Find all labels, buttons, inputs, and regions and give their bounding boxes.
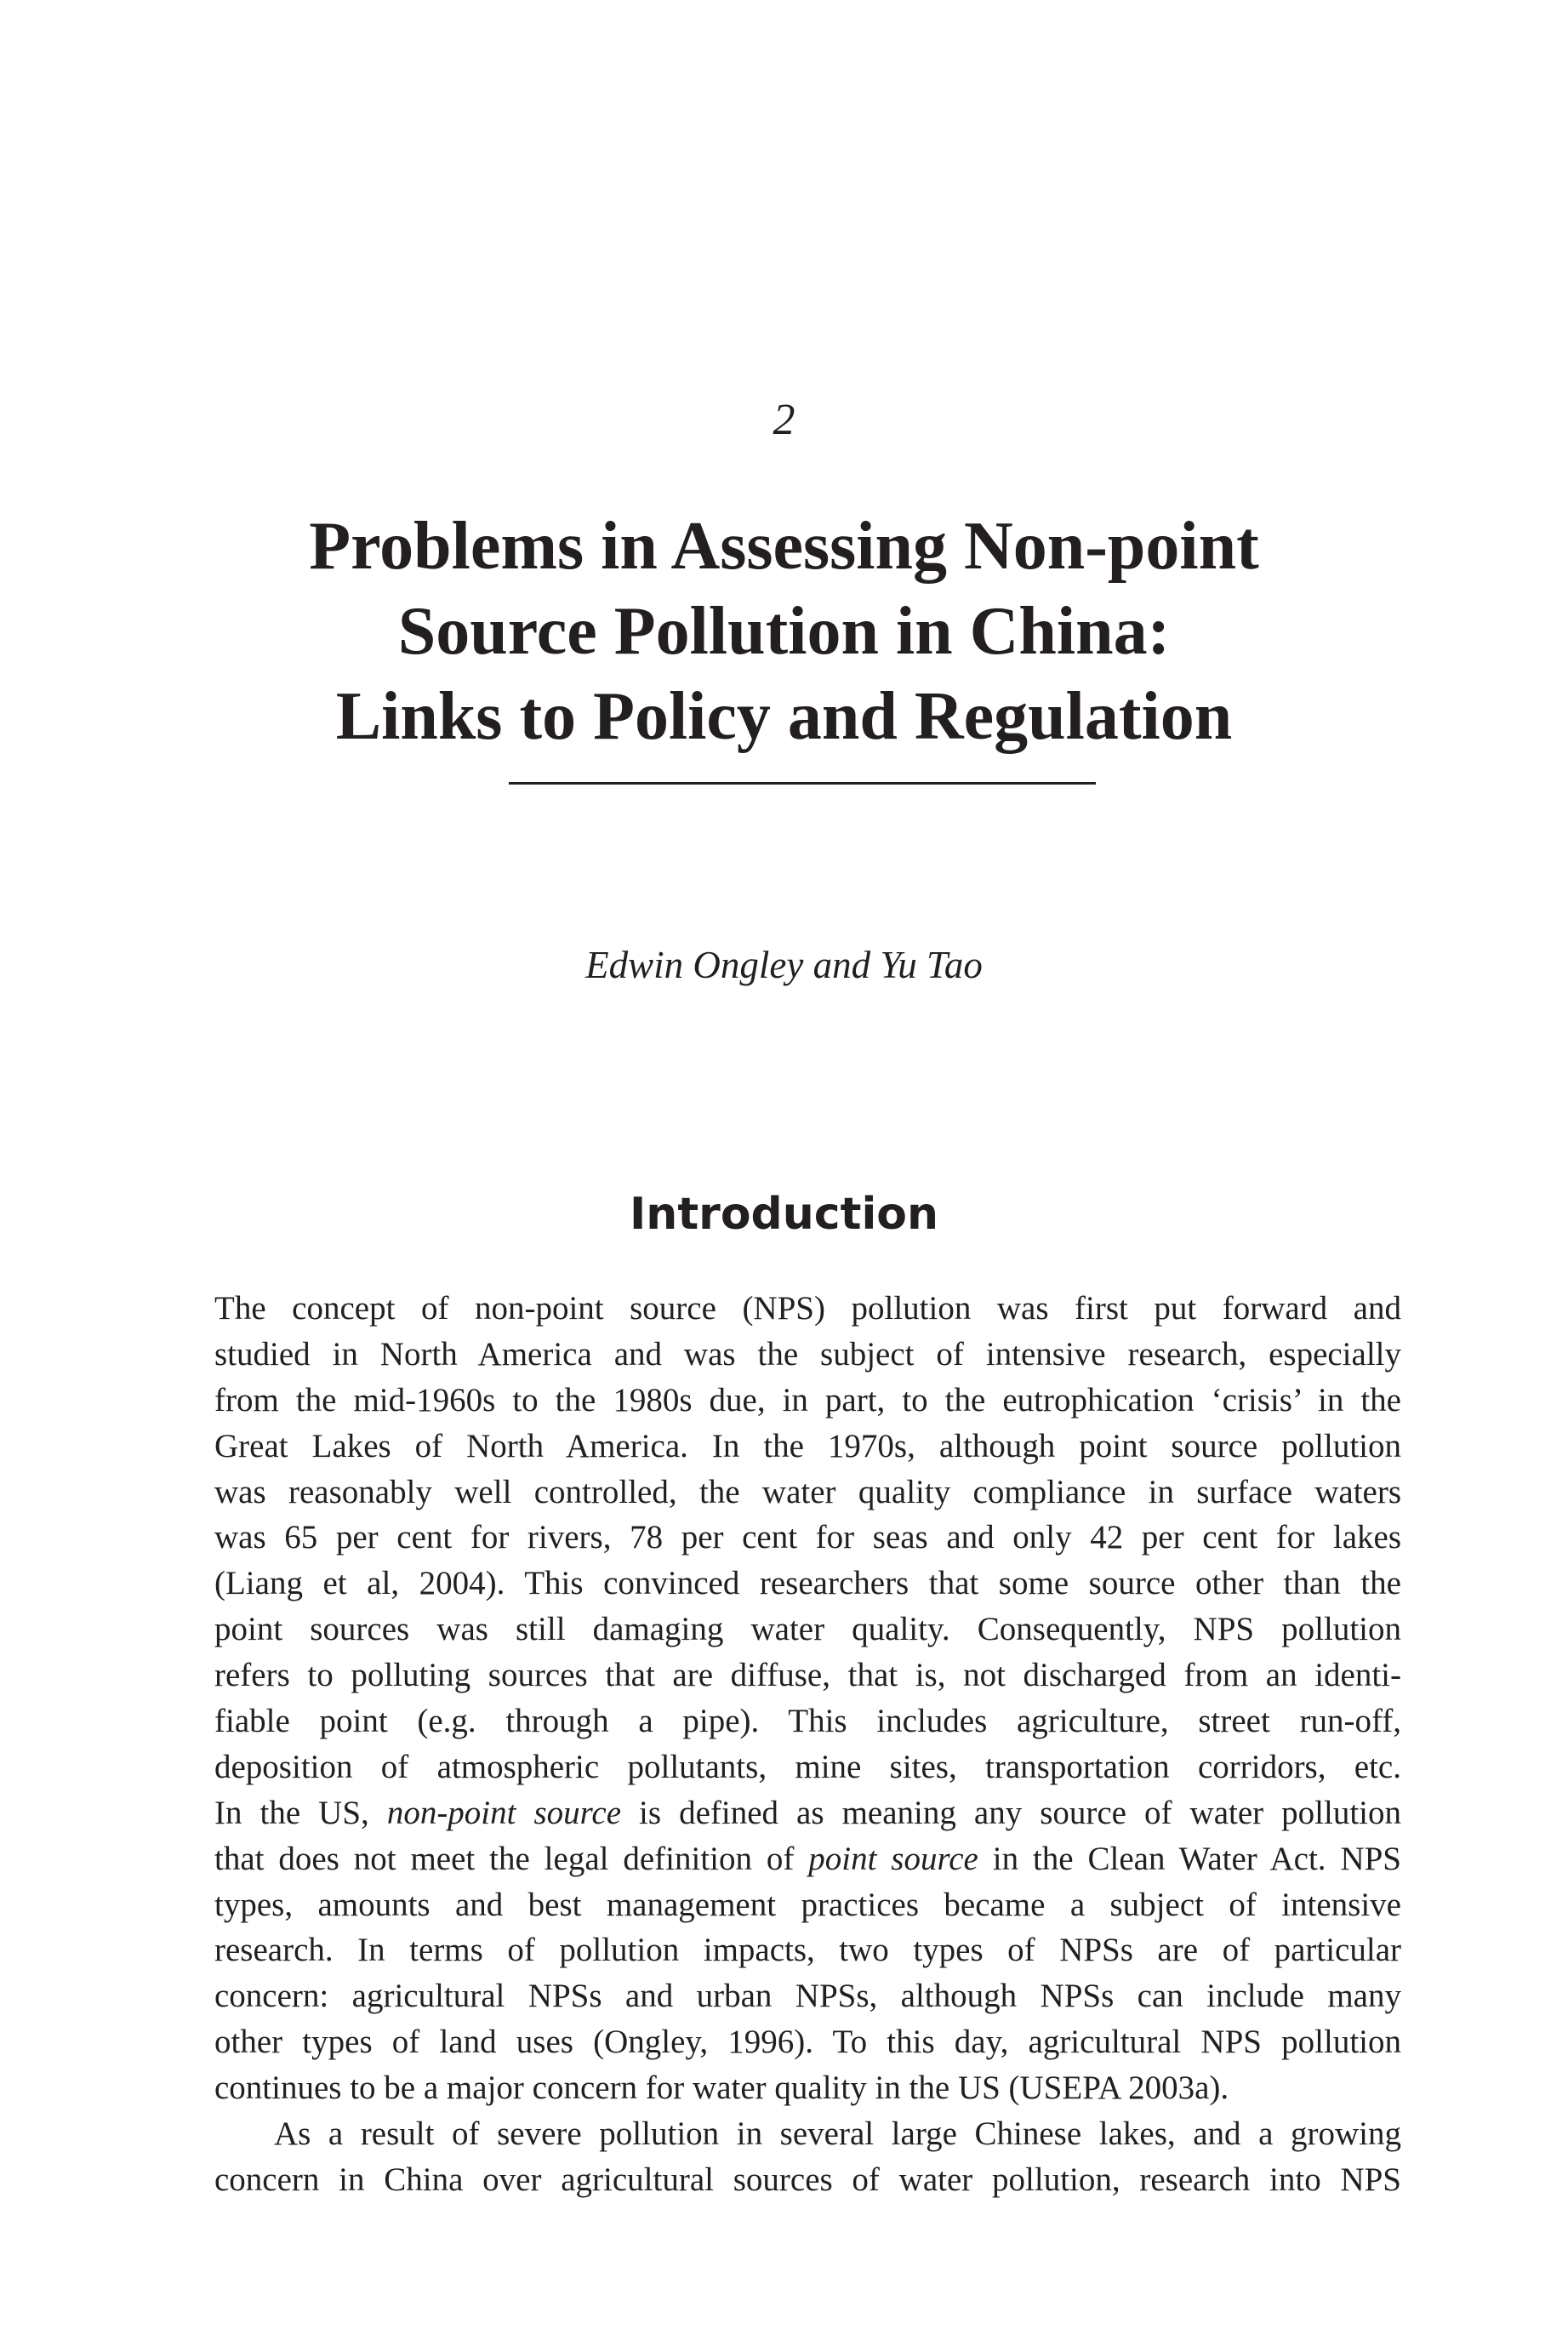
text-line: continues to be a major concern for water quality in the US (USEPA 2003a). xyxy=(214,2069,1229,2107)
chapter-title-line: Problems in Assessing Non-point xyxy=(309,509,1259,584)
title-divider xyxy=(509,782,1096,785)
text-run: that does not meet the legal definition of xyxy=(214,1840,809,1877)
chapter-number: 2 xyxy=(773,396,795,444)
text-line: fiable point (e.g. through a pipe). This includes agriculture, street run-off, xyxy=(214,1703,1401,1740)
text-line: other types of land uses (Ongley, 1996). To this day, agricultural NPS pollution xyxy=(214,2024,1401,2061)
text-line: studied in North America and was the subject of intensive research, especially xyxy=(214,1335,1401,1373)
text-line: was reasonably well controlled, the water quality compliance in surface waters xyxy=(214,1473,1401,1510)
body-text xyxy=(214,1286,1401,2203)
italic-term: non-point source xyxy=(386,1794,622,1831)
text-line: concern: agricultural NPSs and urban NPSs, although NPSs can include many xyxy=(214,1978,1401,2015)
text-run: is defined as meaning any source of water pollution xyxy=(621,1794,1401,1831)
text-line: As a result of severe pollution in several large Chinese lakes, and a growing xyxy=(274,2115,1401,2153)
text-line: deposition of atmospheric pollutants, mine sites, transportation corridors, etc. xyxy=(214,1748,1401,1785)
text-line: from the mid-1960s to the 1980s due, in part, to the eutrophication ‘crisis’ in the xyxy=(214,1381,1401,1419)
chapter-title xyxy=(170,504,1398,759)
chapter-title-line: Links to Policy and Regulation xyxy=(335,679,1233,754)
text-run: in the Clean Water Act. NPS xyxy=(978,1840,1401,1877)
text-line: The concept of non-point source (NPS) pollution was first put forward and xyxy=(214,1290,1401,1327)
text-line: types, amounts and best management practices became a subject of intensive xyxy=(214,1886,1401,1923)
chapter-authors: Edwin Ongley and Yu Tao xyxy=(585,944,983,986)
italic-term: point source xyxy=(808,1840,978,1877)
text-line: concern in China over agricultural sources of water pollution, research into NPS xyxy=(214,2161,1401,2198)
text-line: research. In terms of pollution impacts, two types of NPSs are of particular xyxy=(214,1932,1401,1969)
text-line: refers to polluting sources that are diffuse, that is, not discharged from an identi- xyxy=(214,1657,1401,1694)
text-line: Great Lakes of North America. In the 1970s, although point source pollution xyxy=(214,1427,1401,1464)
text-line: was 65 per cent for rivers, 78 per cent for seas and only 42 per cent for lakes xyxy=(214,1519,1401,1556)
text-line xyxy=(214,1836,1401,1882)
section-heading: Introduction xyxy=(629,1189,939,1240)
text-run: In the US, xyxy=(214,1794,387,1831)
text-line: (Liang et al, 2004). This convinced researchers that some source other than the xyxy=(214,1565,1401,1602)
chapter-title-line: Source Pollution in China: xyxy=(397,594,1171,669)
text-line xyxy=(214,1790,1401,1836)
text-line: point sources was still damaging water quality. Consequently, NPS pollution xyxy=(214,1611,1401,1648)
